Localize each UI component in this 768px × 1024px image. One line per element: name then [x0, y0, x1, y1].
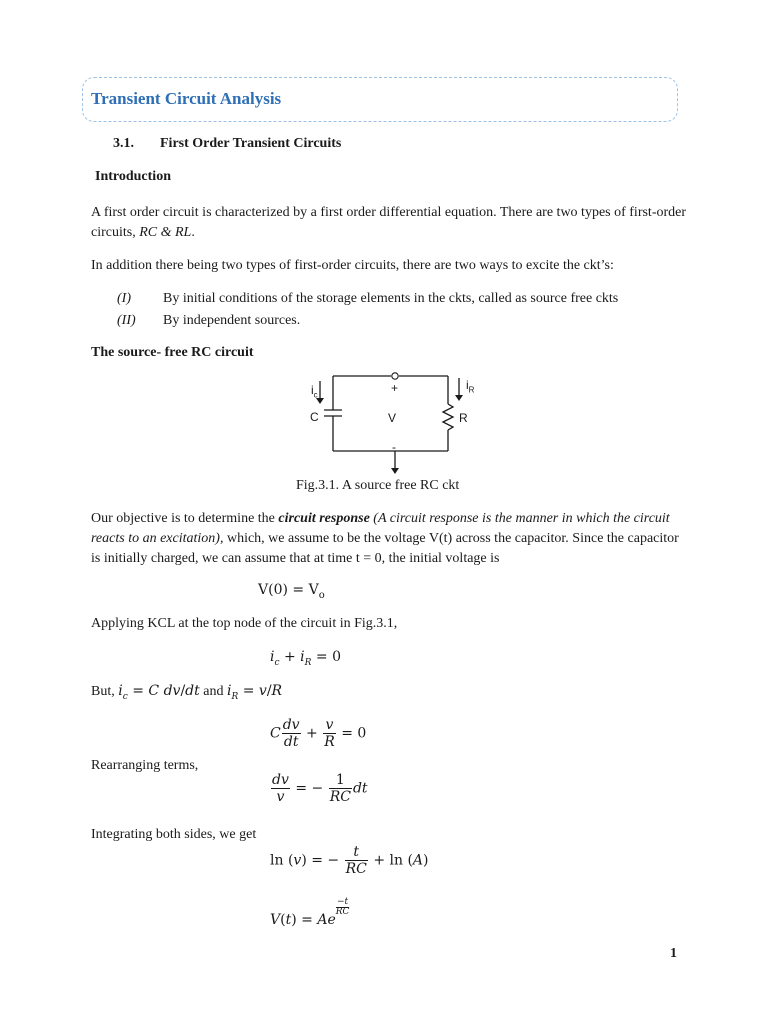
- differential-equation: C $\frac{dv}{dt}$ + $\frac{v}{R}$ = 0: [270, 717, 367, 750]
- page-number: 1: [670, 946, 677, 961]
- intro-paragraph-2: In addition there being two types of first-order circuits, there are two ways to excite the ckt’s:: [91, 258, 614, 273]
- eq-v0-lhs: V(0) = V: [258, 582, 319, 598]
- ir-arrow-head: [455, 395, 463, 401]
- circuit-response-term: circuit response: [278, 511, 370, 526]
- ir-label-sub: R: [468, 385, 475, 395]
- page-title: Transient Circuit Analysis: [91, 89, 282, 108]
- eq-v0-sub: o: [318, 589, 325, 601]
- resistor-zigzag: [443, 404, 453, 430]
- section-number: 3.1.: [113, 136, 134, 151]
- figure-caption: Fig.3.1. A source free RC ckt: [296, 478, 460, 493]
- solution-equation: V(t) = Ae $\frac{-t}{RC}$: [270, 897, 350, 928]
- ic-label-sub: c: [313, 390, 318, 400]
- separated-equation: $\frac{dv}{v}$ = − $\frac{1}{RC}$ dt: [272, 772, 368, 805]
- capacitor-label: C: [310, 410, 319, 424]
- intro-text: A first order circuit is characterized by a first order differential equation. There are two types of first-order circuits,: [91, 205, 687, 240]
- rc-circuit-heading: The source- free RC circuit: [91, 345, 254, 360]
- list-item-marker: (I): [117, 291, 131, 306]
- ground-arrow-head: [391, 468, 399, 474]
- objective-text: Our objective is to determine the: [91, 511, 275, 526]
- but-line: But, $i_c = C$ dv/dt and $i_R = v/R$: [91, 683, 283, 702]
- kcl-text: Applying KCL at the top node of the circuit in Fig.3.1,: [91, 616, 398, 631]
- and-text: and: [203, 684, 224, 699]
- top-node: [392, 373, 398, 379]
- voltage-label: V: [388, 411, 397, 425]
- integrating-text: Integrating both sides, we get: [91, 827, 257, 842]
- resistor-label: R: [459, 411, 468, 425]
- ir-label: [466, 378, 474, 394]
- log-equation: ln (v) = − $\frac{t}{RC}$ + ln (A): [270, 844, 429, 877]
- ic-label-text: i: [311, 383, 314, 397]
- plus-label: +: [391, 381, 399, 395]
- list-item: By initial conditions of the storage elements in the ckts, called as source free ckts: [163, 291, 619, 306]
- list-item: By independent sources.: [163, 313, 301, 328]
- minus-label: -: [392, 440, 396, 454]
- intro-circuit-types: RC & RL: [139, 225, 192, 240]
- initial-voltage-equation: [258, 582, 325, 601]
- ir-label-text: i: [466, 378, 469, 392]
- rearranging-text: Rearranging terms,: [91, 758, 199, 773]
- objective-text-continued: , which, we assume to be the voltage V(t) across the capacitor. Since the capacitor is initially charged, we can assume that at time t = 0, the initial voltage is: [91, 531, 679, 566]
- but-text: But,: [91, 684, 115, 699]
- intro-paragraph-1: [91, 203, 691, 243]
- kcl-equation: $i_c + i_R = 0$: [270, 649, 341, 668]
- intro-heading: Introduction: [95, 169, 171, 184]
- circuit-response-definition: (A circuit response is the manner in which the circuit reacts to an excitation): [91, 511, 670, 546]
- objective-paragraph: [91, 509, 691, 569]
- intro-period: .: [191, 225, 195, 240]
- ic-label: [311, 383, 318, 399]
- list-item-marker: (II): [117, 313, 136, 328]
- section-title: First Order Transient Circuits: [160, 136, 342, 151]
